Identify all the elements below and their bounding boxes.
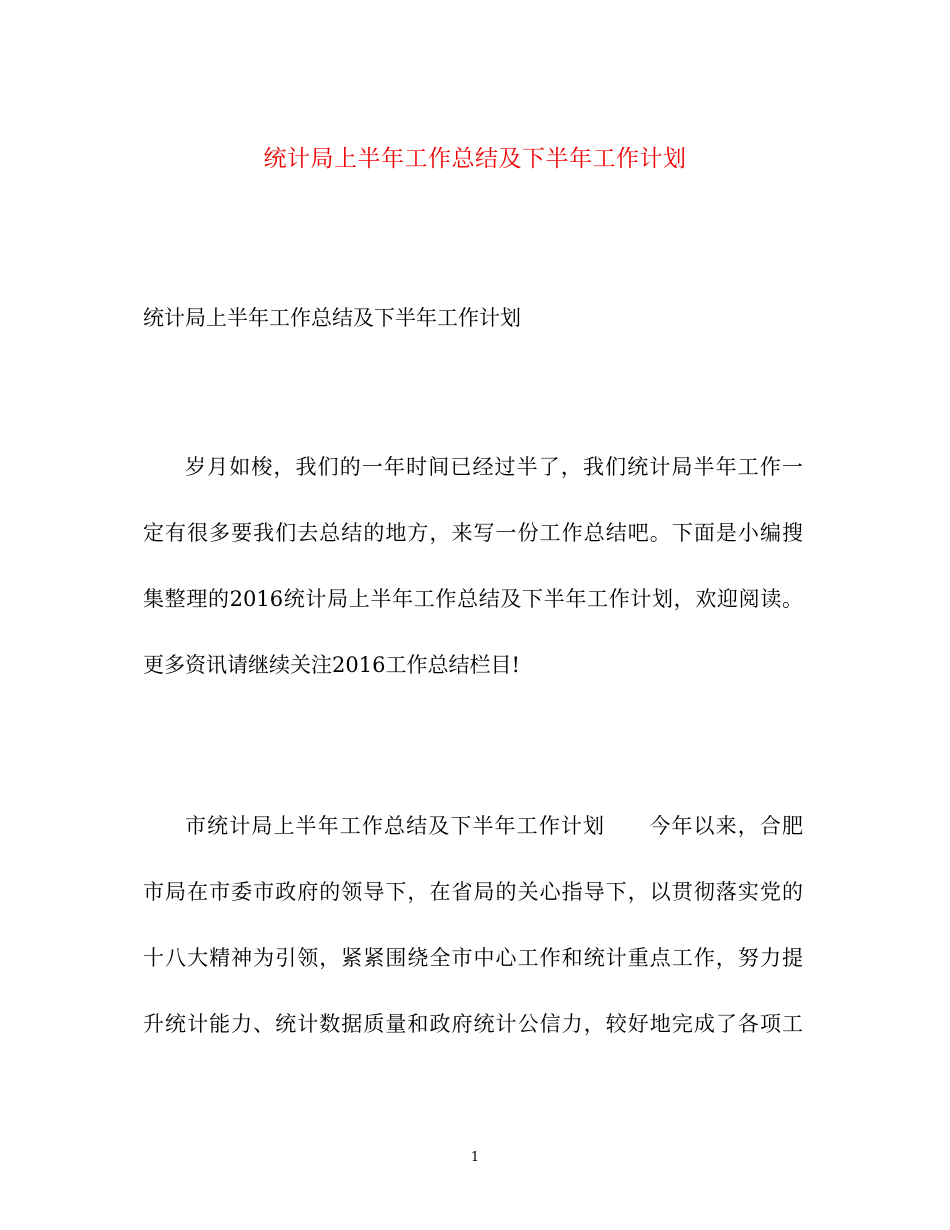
paragraph-line: 市统计局上半年工作总结及下半年工作计划 今年以来，合肥 [185, 814, 803, 838]
paragraph-line: 升统计能力、统计数据质量和政府统计公信力，较好地完成了各项工 [143, 1012, 803, 1036]
paragraph-line: 十八大精神为引领，紧紧围绕全市中心工作和统计重点工作，努力提 [143, 946, 803, 970]
document-subtitle: 统计局上半年工作总结及下半年工作计划 [143, 306, 521, 330]
document-title: 统计局上半年工作总结及下半年工作计划 [263, 146, 687, 172]
page-number: 1 [470, 1150, 480, 1165]
paragraph-line: 市局在市委市政府的领导下，在省局的关心指导下，以贯彻落实党的 [143, 880, 803, 904]
paragraph-line: 定有很多要我们去总结的地方，来写一份工作总结吧。下面是小编搜 [143, 521, 803, 545]
paragraph-line: 更多资讯请继续关注2016工作总结栏目! [143, 653, 520, 677]
paragraph-line: 岁月如梭，我们的一年时间已经过半了，我们统计局半年工作一 [185, 455, 803, 479]
paragraph-line: 集整理的2016统计局上半年工作总结及下半年工作计划，欢迎阅读。 [143, 587, 803, 611]
